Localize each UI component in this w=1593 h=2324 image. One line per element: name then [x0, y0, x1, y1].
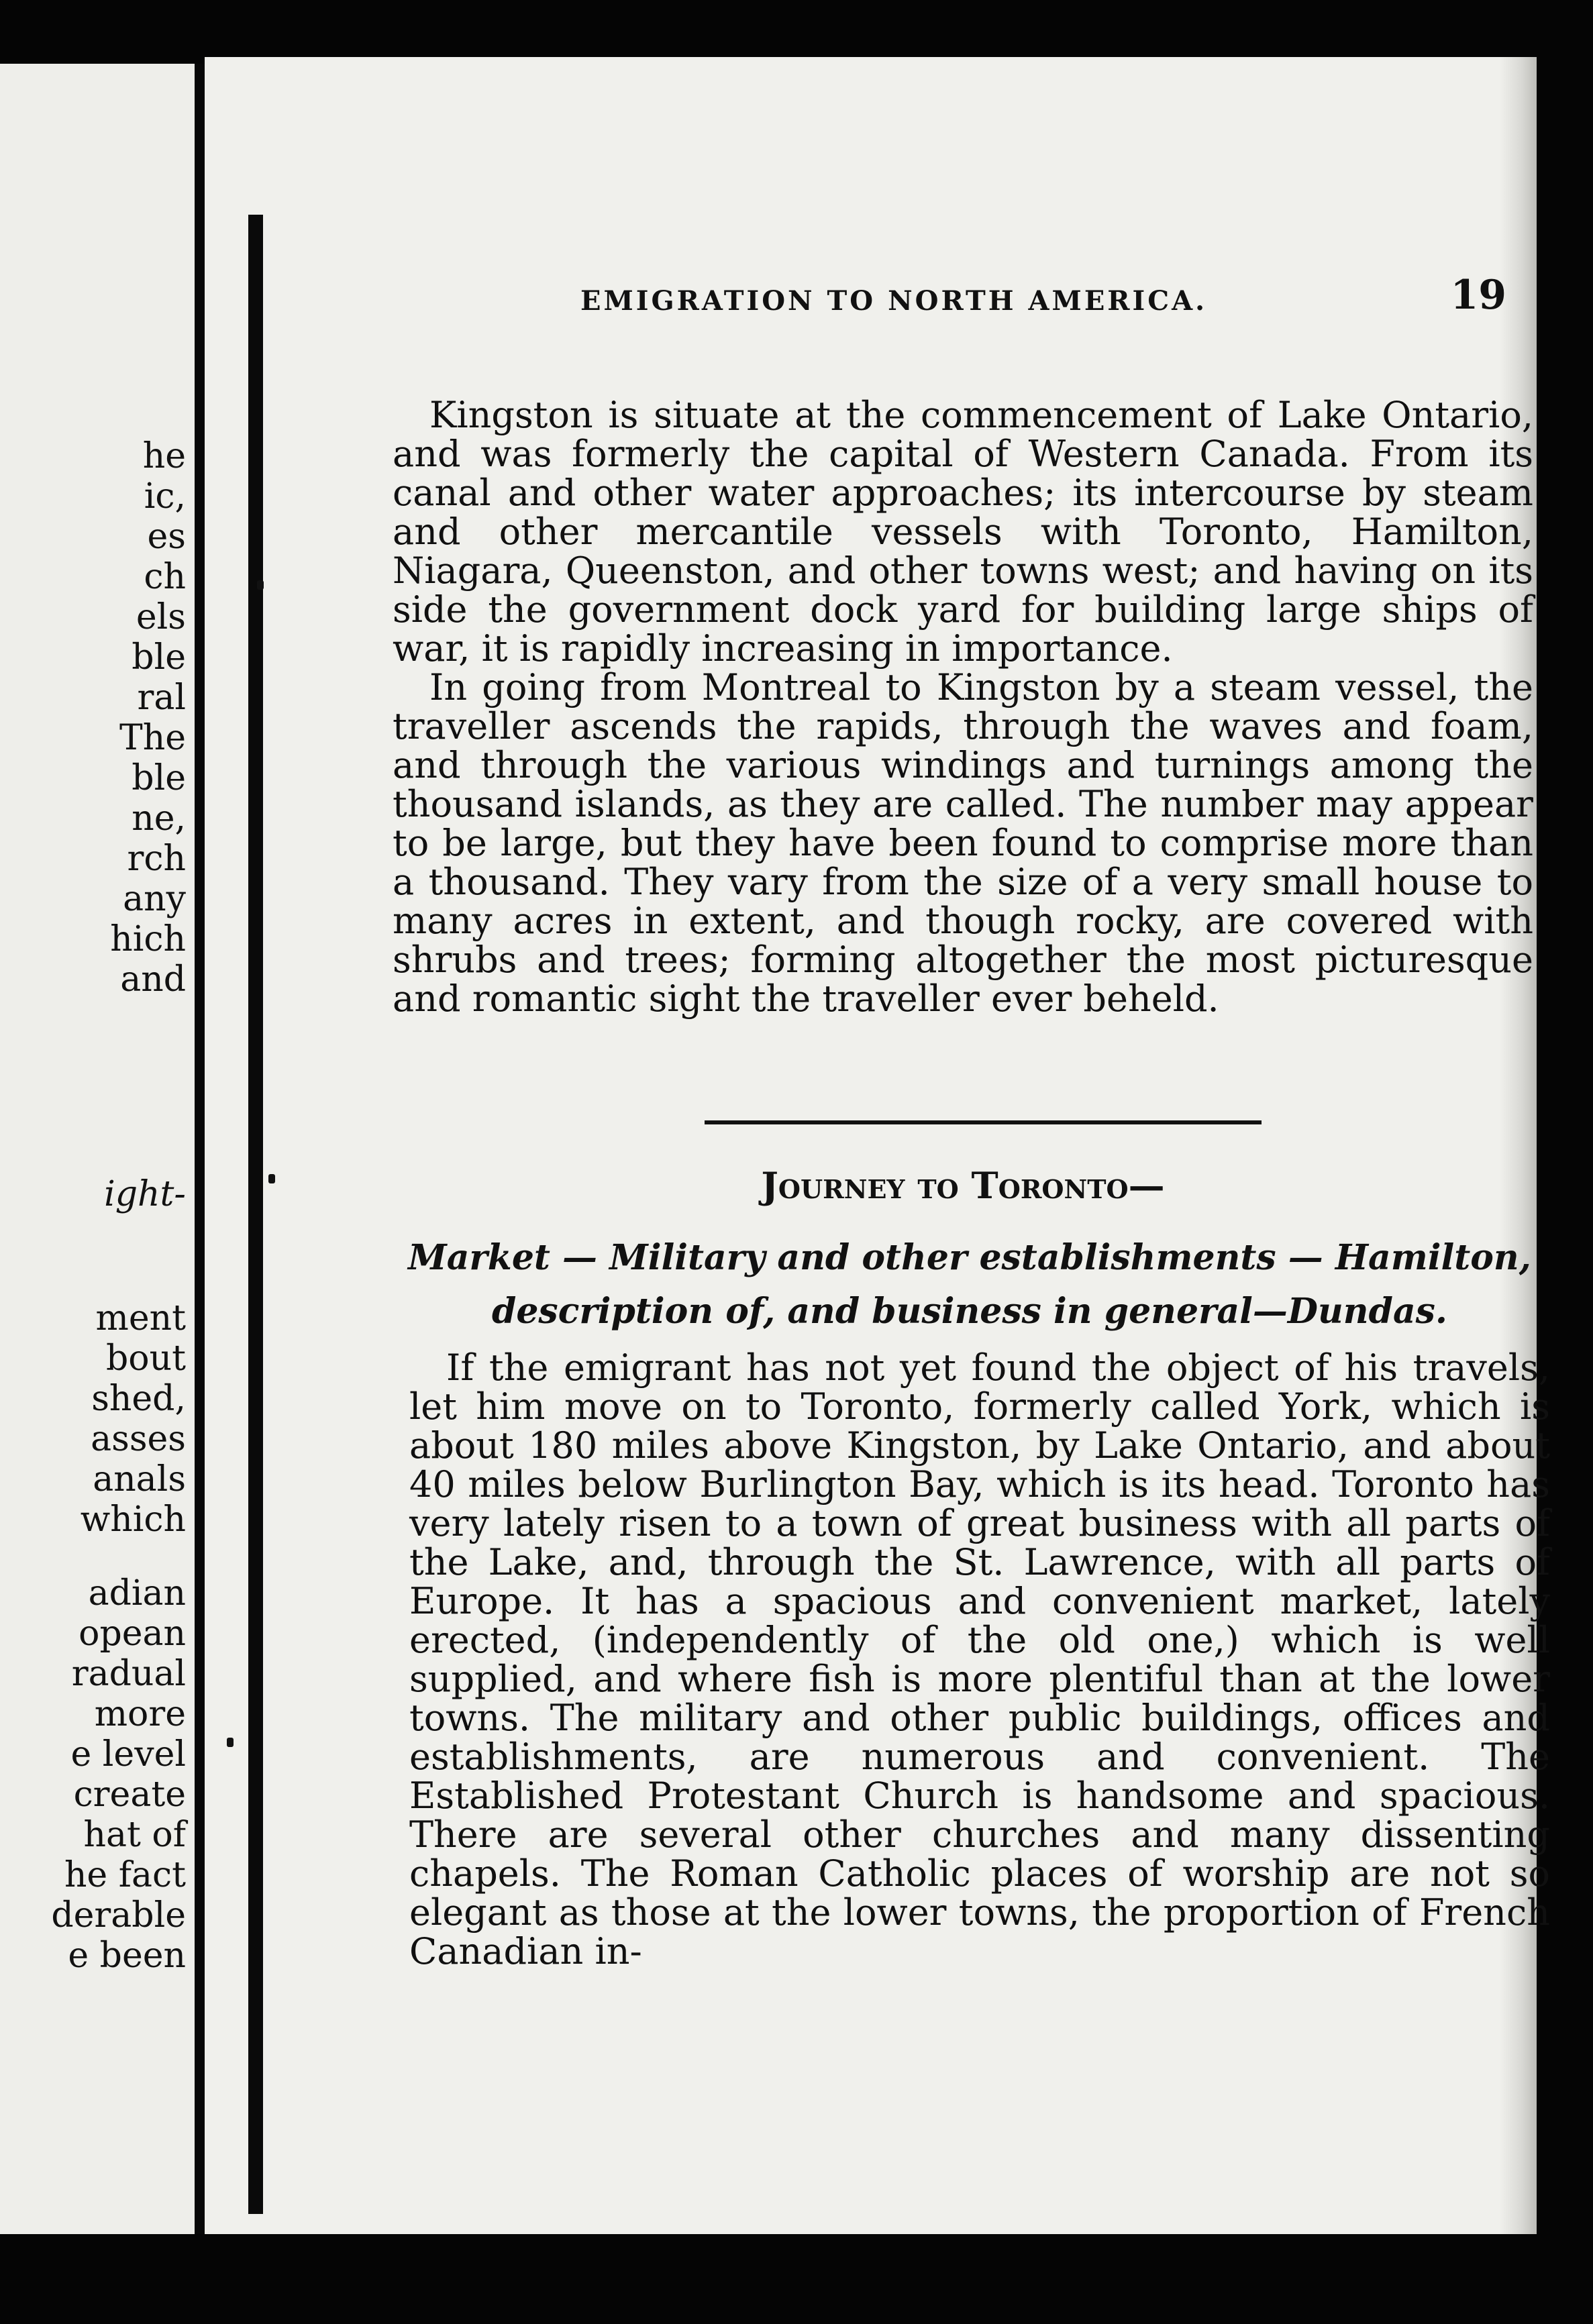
- left-fragment: hich: [110, 919, 186, 959]
- left-fragment: asses: [91, 1419, 186, 1459]
- section-rule: [705, 1120, 1262, 1124]
- left-fragment: ment: [95, 1298, 186, 1338]
- running-title: EMIGRATION TO NORTH AMERICA.: [580, 285, 1208, 317]
- left-fragment: he: [142, 436, 186, 476]
- left-fragment: e level: [70, 1734, 186, 1775]
- left-fragment: more: [94, 1694, 186, 1734]
- left-fragment: rch: [127, 839, 186, 879]
- left-fragment: The: [119, 718, 186, 758]
- running-header: [580, 272, 1506, 325]
- body-text-section-1: [393, 396, 1533, 1018]
- left-fragment: he fact: [64, 1855, 186, 1895]
- ink-mark: [257, 580, 264, 590]
- left-fragment: shed,: [91, 1379, 186, 1419]
- left-fragment: ral: [137, 678, 186, 718]
- ink-mark: [227, 1738, 234, 1747]
- left-fragment: ble: [132, 758, 186, 798]
- facing-page-fragment: [0, 64, 205, 2234]
- body-text-section-2: [409, 1346, 1550, 1972]
- page-number: 19: [1450, 272, 1506, 319]
- left-fragment: bout: [106, 1338, 186, 1379]
- paragraph: Kingston is situate at the commencement of Lake Ontario, and was formerly the capital of Western Canada. From its canal and other water approaches; its intercourse by steam and other mercantile vessels with Toronto, Hamilton, Niagara, Queenston, and other towns west; and having on its side the government dock yard for building large ships of war, it is rapidly increasing in importance.: [393, 394, 1533, 670]
- paragraph: In going from Montreal to Kingston by a steam vessel, the traveller ascends the rapids, through the waves and foam, and through the various windings and turnings among the thousand islands, as they are called. The number may appear to be large, but they have been found to comprise more than a thousand. They vary from the size of a very small house to many acres in extent, and though rocky, are covered with shrubs and trees; forming altogether the most picturesque and romantic sight the traveller ever beheld.: [393, 666, 1533, 1020]
- left-fragment: ne,: [132, 798, 186, 839]
- left-fragment: radual: [71, 1654, 186, 1694]
- ink-mark: [268, 1174, 275, 1183]
- left-fragment: and: [120, 959, 186, 1000]
- left-fragment: ble: [132, 637, 186, 678]
- left-fragment: anals: [93, 1459, 186, 1499]
- left-fragment: which: [80, 1499, 186, 1540]
- section-heading: Journey to Toronto—: [761, 1164, 1165, 1207]
- left-fragment: adian: [88, 1573, 186, 1614]
- left-fragment: opean: [79, 1614, 186, 1654]
- left-fragment: derable: [51, 1895, 186, 1936]
- section-subheading: [406, 1231, 1533, 1338]
- left-fragment: create: [73, 1775, 186, 1815]
- binding-line: [248, 215, 263, 2214]
- left-fragment: ight-: [104, 1174, 186, 1214]
- left-fragment: any: [123, 879, 186, 919]
- left-fragment: e been: [68, 1936, 186, 1976]
- left-fragment: els: [136, 597, 186, 637]
- left-fragment: hat of: [83, 1815, 186, 1855]
- left-fragment: ic,: [144, 476, 186, 517]
- gutter-divider: [195, 64, 205, 2234]
- left-fragment: es: [147, 517, 186, 557]
- subheading-line: description of, and business in general—Dundas.: [491, 1291, 1448, 1332]
- subheading-line: Market — Military and other establishments — Hamilton,: [408, 1237, 1531, 1278]
- paragraph: If the emigrant has not yet found the object of his travels, let him move on to Toronto, formerly called York, which is about 180 miles above Kingston, by Lake Ontario, and about 40 miles below Burlington Bay, which is its head. Toronto has very lately risen to a town of great business with all parts of the Lake, and, through the St. Lawrence, with all parts of Europe. It has a spacious and convenient market, lately erected, (independently of the old one,) which is well supplied, and where fish is more plentiful than at the lower towns. The military and other public buildings, offices and establishments, are numerous and convenient. The Established Protestant Church is handsome and spacious. There are several other churches and many dissenting chapels. The Roman Catholic places of worship are not so elegant as those at the lower towns, the proportion of French Canadian in-: [409, 1346, 1550, 1972]
- book-page: [205, 57, 1550, 2234]
- left-fragment: ch: [144, 557, 186, 597]
